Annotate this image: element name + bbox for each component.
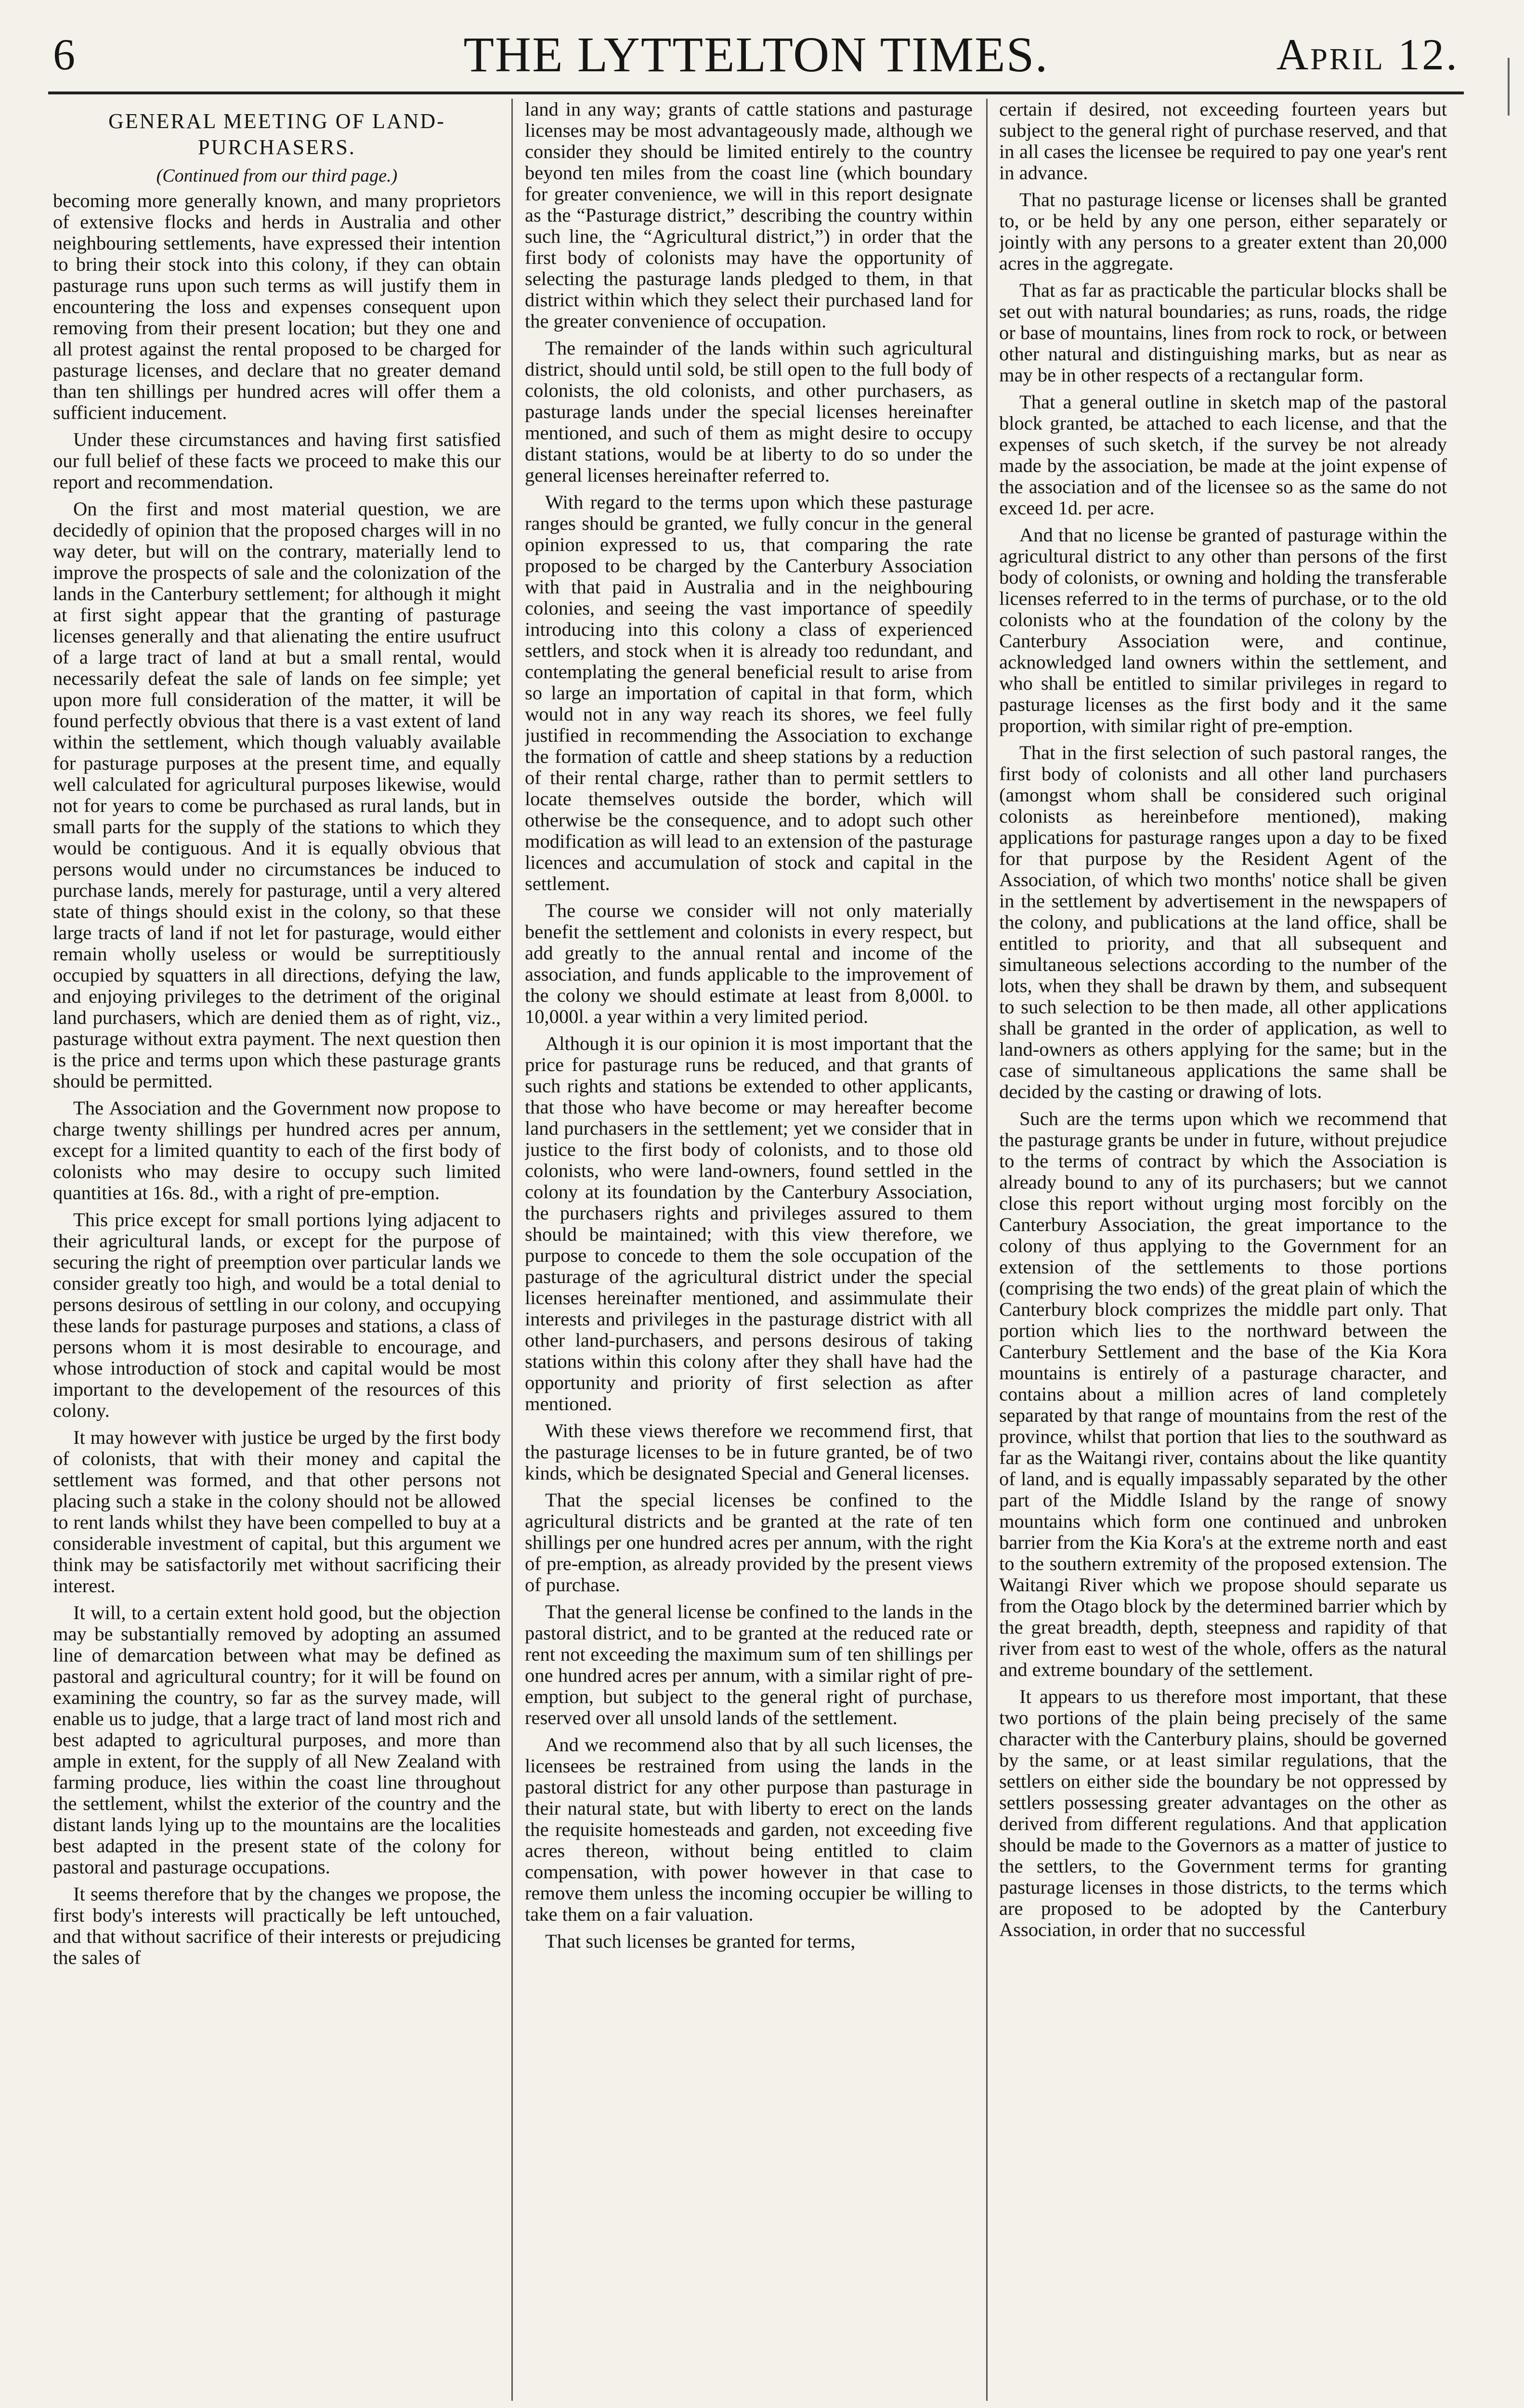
masthead <box>48 19 1464 94</box>
column-3 <box>999 99 1447 2401</box>
paragraph: And that no license be granted of pasturage within the agricultural district to any other than persons of the first body of colonists, or owning and holding the transferable licenses referred to in the terms of purchase, or to the old colonists who at the foundation of the colony by the Canterbury Association were, and continue, acknowledged land owners within the settlement, and who shall be entitled to similar privileges in regard to pasturage licenses as the first body and it the same proportion, with similar right of pre-emption. <box>999 524 1447 736</box>
paragraph: That no pasturage license or licenses shall be granted to, or be held by any one person, either separately or jointly with any persons to a greater extent than 20,000 acres in the aggregate. <box>999 189 1447 274</box>
paragraph: The remainder of the lands within such agricultural district, should until sold, be still open to the full body of colonists, the old colonists, and other purchasers, as pasturage lands under the special licenses hereinafter mentioned, and such of them as might desire to occupy distant stations, would be at liberty to do so under the general licenses hereinafter referred to. <box>525 337 973 486</box>
paragraph: becoming more generally known, and many proprietors of extensive flocks and herds in Australia and other neighbouring settlements, have expressed their intention to bring their stock into this colony, if they can obtain pasturage runs upon such terms as will justify them in encountering the loss and expenses consequent upon removing from their present location; but they one and all protest against the rental proposed to be charged for pasturage licenses, and declare that no greater demand than ten shillings per hundred acres will offer them a sufficient inducement. <box>53 190 501 423</box>
paragraph: It may however with justice be urged by the first body of colonists, that with their money and capital the settlement was formed, and that other persons not placing such a stake in the colony should not be allowed to rent lands whilst they have been compelled to buy at a considerable investment of capital, but this argument we think may be satisfactorily met without sacrificing their interest. <box>53 1426 501 1597</box>
paragraph: That in the first selection of such pastoral ranges, the first body of colonists and all other land purchasers (amongst whom shall be considered such original colonists as hereinbefore mentioned), making applications for pasturage ranges upon a day to be fixed for that purpose by the Resident Agent of the Association, of which two months' notice shall be given in the settlement by advertisement in the newspapers of the colony, and publications at the land office, shall be entitled to priority, and that all subsequent and simultaneous selections according to the number of the lots, when they shall be drawn by them, and subsequent to such selection to be then made, all other applications shall be granted in the order of application, as well to land-owners as others applying for the same; but in the case of simultaneous applications the same shall be decided by the casting or drawing of lots. <box>999 742 1447 1102</box>
paragraph: The course we consider will not only materially benefit the settlement and colonists in every respect, but add greatly to the annual rental and income of the association, and funds applicable to the improvement of the colony we should estimate at least from 8,000l. to 10,000l. a year within a very limited period. <box>525 900 973 1027</box>
column-2 <box>525 99 973 2401</box>
paragraph: That the special licenses be confined to the agricultural districts and be granted at the rate of ten shillings per one hundred acres per annum, with the right of pre-emption, as already provided by the present views of purchase. <box>525 1489 973 1596</box>
paragraph: And we recommend also that by all such licenses, the licensees be restrained from using the lands in the pastoral district for any other purpose than pasturage in their natural state, but with liberty to erect on the lands the requisite homesteads and garden, not exceeding five acres thereon, without being entitled to claim compensation, with power however in that case to remove them unless the incoming occupier be willing to take them on a fair valuation. <box>525 1734 973 1925</box>
newspaper-title: THE LYTTELTON TIMES. <box>463 27 1049 82</box>
column-rule <box>986 99 988 2401</box>
paragraph: The Association and the Government now propose to charge twenty shillings per hundred acres per annum, except for a limited quantity to each of the first body of colonists who may desire to occupy such limited quantities at 16s. 8d., with a right of pre-emption. <box>53 1097 501 1204</box>
paragraph: With regard to the terms upon which these pasturage ranges should be granted, we fully concur in the general opinion expressed to us, that comparing the rate proposed to be charged by the Canterbury Association with that paid in Australia and in the neighbouring colonies, and seeing the vast importance of speedily introducing into this colony a class of experienced settlers, and stock when it is already too redundant, and contemplating the general beneficial result to arise from so large an importation of capital in that form, which would not in any way reach its shores, we feel fully justified in recommending the Association to exchange the formation of cattle and sheep stations by a reduction of their rental charge, rather than to permit settlers to locate themselves outside the border, which will otherwise be the consequence, and to adopt such other modification as will lead to an extension of the pasturage licences and accumulation of stock and capital in the settlement. <box>525 491 973 894</box>
paragraph: Although it is our opinion it is most important that the price for pasturage runs be reduced, and that grants of such rights and stations be extended to other applicants, that those who have become or may hereafter become land purchasers in the settlement; yet we consider that in justice to the first body of colonists, and to those old colonists, who were land-owners, found settled in the colony at its foundation by the Canterbury Association, the purchasers rights and privileges assured to them should be maintained; with this view therefore, we purpose to concede to them the sole occupation of the pasturage of the agricultural district under the special licenses hereinafter mentioned, and assimmulate their interests and privileges in the pasturage district with all other land-purchasers, and persons desirous of taking stations within this colony after they shall have had the opportunity and priority of first selection as after mentioned. <box>525 1033 973 1414</box>
paragraph: This price except for small portions lying adjacent to their agricultural lands, or except for the purpose of securing the right of preemption over particular lands we consider greatly too high, and would be a total denial to persons desirous of settling in our colony, and occupying these lands for pasturage purposes and stations, a class of persons whom it is most desirable to encourage, and whose introduction of stock and capital would be most important to the developement of the resources of this colony. <box>53 1209 501 1421</box>
column-rule <box>511 99 513 2401</box>
paragraph: Such are the terms upon which we recommend that the pasturage grants be under in future, without prejudice to the terms of contract by which the Association is already bound to any of its purchasers; but we cannot close this report without urging most forcibly on the Canterbury Association, the great importance to the colony of thus applying to the Government for an extension of the settlements to those portions (comprising the two ends) of the great plain of which the Canterbury block comprizes the middle part only. That portion which lies to the northward between the Canterbury Settlement and the base of the Kia Kora mountains is entirely of a pasturage character, and contains about a million acres of land completely separated by that range of mountains from the rest of the province, whilst that portion that lies to the southward as far as the Waitangi river, contains about the like quantity of land, and is equally impassably separated by the other part of the Middle Island by the range of snowy mountains which form one continued and unbroken barrier from the Kia Kora's at the extreme north and east to the southern extremity of the proposed extension. The Waitangi River which we propose should separate us from the Otago block by the determined barrier which by the great breadth, depth, steepness and rapidity of that river from east to west of the whole, offers as the natural and extreme boundary of the settlement. <box>999 1108 1447 1680</box>
article-heading: GENERAL MEETING OF LAND-PURCHASERS. <box>108 109 445 159</box>
column-1 <box>53 99 501 2401</box>
paragraph: land in any way; grants of cattle stations and pasturage licenses may be most advantageously made, although we consider they should be limited entirely to the country beyond ten miles from the coast line (which boundary for greater convenience, we will in this report designate as the “Pasturage district,” describing the country within such line, the “Agricultural district,”) in order that the first body of colonists may have the opportunity of selecting the pasturage lands pledged to them, in that district within which they select their purchased land for the greater convenience of occupation. <box>525 99 973 332</box>
page-number: 6 <box>53 30 75 79</box>
article-subheading: (Continued from our third page.) <box>156 166 398 186</box>
paragraph: It appears to us therefore most important, that these two portions of the plain being precisely of the same character with the Canterbury plains, should be governed by the same, or at least similar regulations, that the settlers on either side the boundary be not oppressed by settlers possessing greater advantages on the other as derived from different regulations. And that application should be made to the Governors as a matter of justice to the settlers, to the Government terms for granting pasturage licenses in those districts, to the terms which are proposed to be adopted by the Canterbury Association, in order that no successful <box>999 1686 1447 1940</box>
paragraph: With these views therefore we recommend first, that the pasturage licenses to be in future granted, be of two kinds, which be designated Special and General licenses. <box>525 1420 973 1484</box>
paragraph: That such licenses be granted for terms, <box>545 1930 856 1952</box>
issue-date: April 12. <box>1276 30 1459 79</box>
paragraph: On the first and most material question, we are decidedly of opinion that the proposed charges will in no way deter, but will on the contrary, materially lend to improve the prospects of sale and the colonization of the lands in the Canterbury settlement; for although it might at first sight appear that the granting of pasturage licenses generally and that alienating the entire usufruct of a large tract of land at but a small rental, would necessarily defeat the sale of lands on fee simple; yet upon more full consideration of the matter, it will be found perfectly obvious that there is a vast extent of land within the settlement, which though valuably available for pasturage purposes at the present time, and equally well calculated for agricultural purposes likewise, would not for years to come be purchased as rural lands, but in small parts for the supply of the stations to which they would be contiguous. And it is equally obvious that persons would under no circumstances be induced to purchase lands, merely for pasturage, until a very altered state of things should exist in the colony, so that these large tracts of land if not let for pasturage, would either remain wholly useless or would be surreptitiously occupied by squatters in all directions, defying the law, and enjoying privileges to the detriment of the original land purchasers, which are denied them as of right, viz., pasturage without extra payment. The next question then is the price and terms upon which these pasturage grants should be permitted. <box>53 498 501 1092</box>
paragraph: That a general outline in sketch map of the pastoral block granted, be attached to each license, and that the expenses of such sketch, if the survey be not already made by the association, be made at the joint expense of the association and of the licensee so as the same do not exceed 1d. per acre. <box>999 391 1447 519</box>
paragraph: It will, to a certain extent hold good, but the objection may be substantially removed by adopting an assumed line of demarcation between what may be defined as pastoral and agricultural country; for it will be found on examining the country, so far as the survey made, will enable us to judge, that a large tract of land most rich and best adapted to agricultural purposes, and more than ample in extent, for the supply of all New Zealand with farming produce, lies within the coast line throughout the settlement, whilst the exterior of the country and the distant lands lying up to the mountains are the localities best adapted in the present state of the colony for pastoral and pasturage occupations. <box>53 1602 501 1878</box>
page-edge-mark <box>1508 58 1510 116</box>
paragraph: That as far as practicable the particular blocks shall be set out with natural boundaries; as runs, roads, the ridge or base of mountains, lines from rock to rock, or between other natural and distinguishing marks, but as near as may be in other respects of a rectangular form. <box>999 279 1447 386</box>
paragraph: certain if desired, not exceeding fourteen years but subject to the general right of purchase reserved, and that in all cases the licensee be required to pay one year's rent in advance. <box>999 99 1447 183</box>
paragraph: That the general license be confined to the lands in the pastoral district, and to be granted at the reduced rate or rent not exceeding the maximum sum of ten shillings per one hundred acres per annum, with a similar right of pre-emption, but subject to the general right of purchase, reserved over all unsold lands of the settlement. <box>525 1601 973 1728</box>
paragraph: It seems therefore that by the changes we propose, the first body's interests will practically be left untouched, and that without sacrifice of their interests or prejudicing the sales of <box>53 1883 501 1968</box>
paragraph: Under these circumstances and having first satisfied our full belief of these facts we proceed to make this our report and recommendation. <box>53 429 501 493</box>
